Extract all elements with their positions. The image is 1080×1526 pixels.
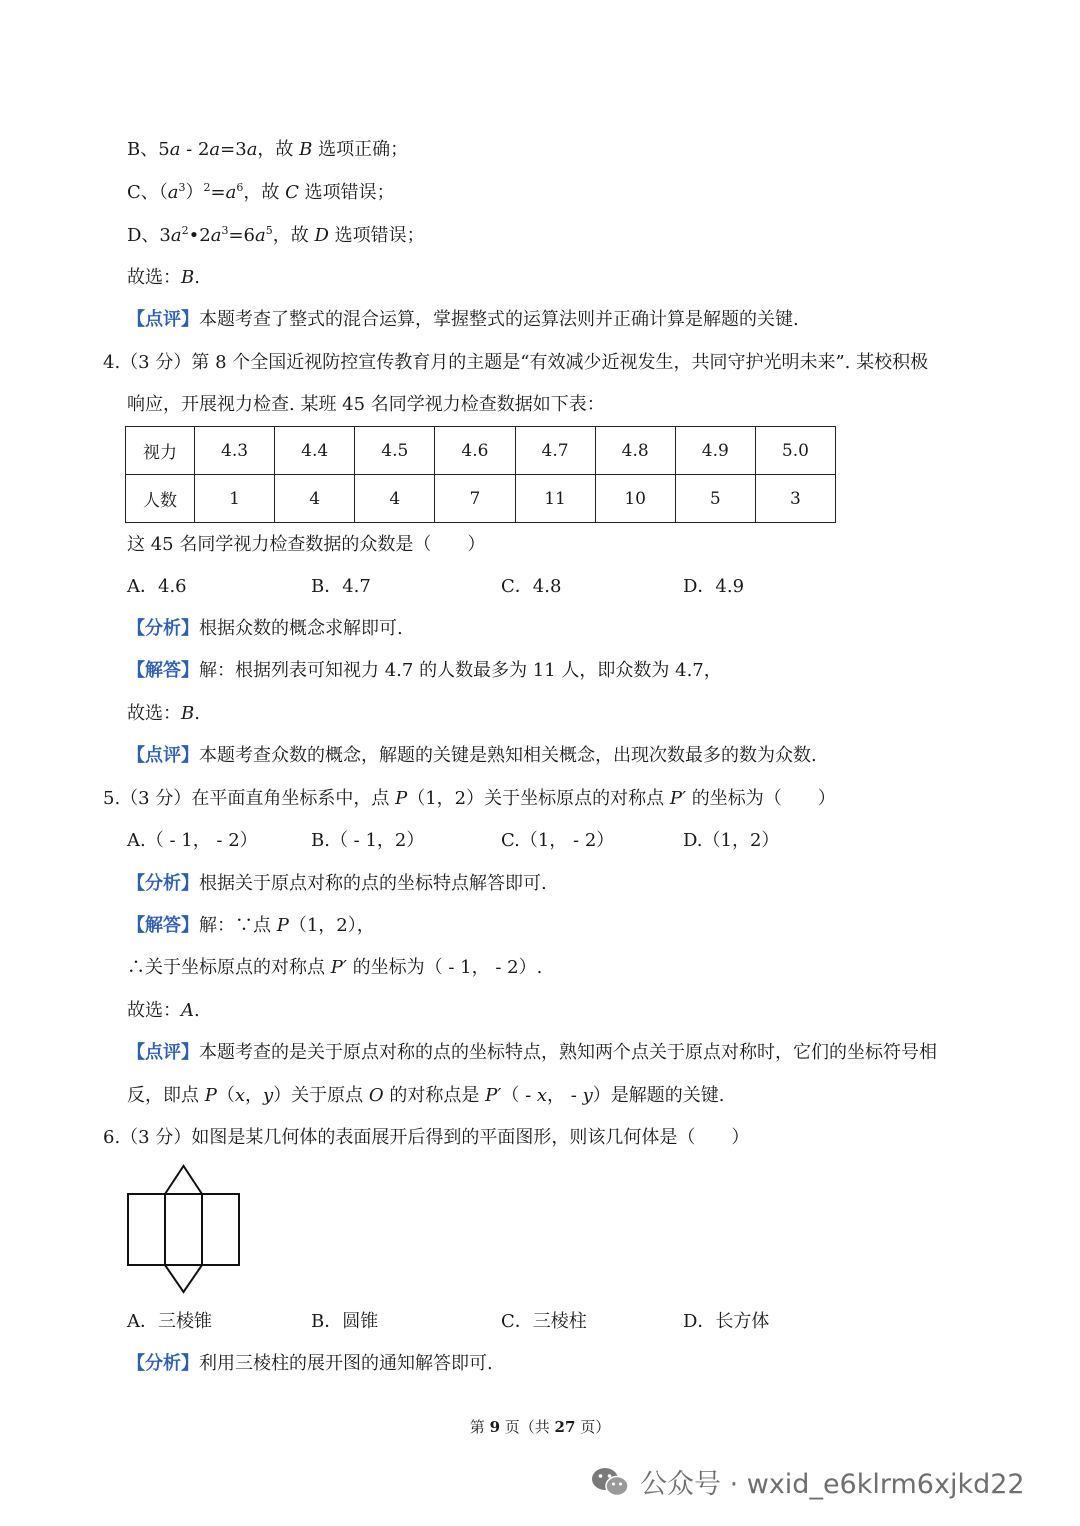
q4-solution: 【解答】解：根据列表可知视力 4.7 的人数最多为 11 人，即众数为 4.7， bbox=[127, 660, 722, 681]
table-cell: 7 bbox=[435, 475, 515, 523]
q4-stem-line1: 4.（3 分）第 8 个全国近视防控宣传教育月的主题是“有效减少近视发生，共同守护光明未来”. 某校积极 bbox=[103, 352, 929, 373]
q5-option-b[interactable]: B.（ - 1，2） bbox=[311, 830, 425, 851]
q4-option-d[interactable]: D．4.9 bbox=[683, 576, 745, 597]
q6-option-b[interactable]: B．圆锥 bbox=[311, 1311, 379, 1332]
q5-solution: 【解答】解：∵点 P（1，2）， bbox=[127, 915, 375, 936]
table-cell: 5 bbox=[675, 475, 755, 523]
table-cell: 4.4 bbox=[275, 427, 355, 475]
prev-comment: 【点评】本题考查了整式的混合运算，掌握整式的运算法则并正确计算是解题的关键. bbox=[127, 309, 799, 330]
watermark bbox=[590, 1462, 1025, 1501]
table-cell: 10 bbox=[595, 475, 675, 523]
q5-option-a[interactable]: A.（ - 1， - 2） bbox=[127, 830, 258, 851]
q6-stem: 6.（3 分）如图是某几何体的表面展开后得到的平面图形，则该几何体是（ ） bbox=[103, 1127, 750, 1148]
table-cell: 11 bbox=[515, 475, 595, 523]
net-right-face bbox=[202, 1194, 239, 1265]
q4-comment: 【点评】本题考查众数的概念，解题的关键是熟知相关概念，出现次数最多的数为众数. bbox=[127, 745, 817, 766]
wechat-icon bbox=[590, 1465, 630, 1499]
q5-comment-line2: 反，即点 P（x，y）关于原点 O 的对称点是 P′（ - x， - y）是解题的关键. bbox=[127, 1085, 725, 1106]
q4-option-a[interactable]: A．4.6 bbox=[127, 576, 187, 597]
table-cell: 4.6 bbox=[435, 427, 515, 475]
prev-answer: 故选：B. bbox=[127, 267, 200, 288]
q6-option-a[interactable]: A．三棱锥 bbox=[127, 1311, 212, 1332]
q4-option-c[interactable]: C．4.8 bbox=[501, 576, 562, 597]
table-row bbox=[126, 427, 836, 475]
net-middle-face bbox=[165, 1194, 202, 1265]
prism-net-figure bbox=[125, 1163, 243, 1295]
watermark-text: 公众号 · wxid_e6klrm6xjkd22 bbox=[640, 1469, 1025, 1500]
q6-option-d[interactable]: D．长方体 bbox=[683, 1311, 770, 1332]
option-b-explanation: B、5a - 2a=3a，故 B 选项正确； bbox=[127, 139, 409, 160]
q5-therefore: ∴关于坐标原点的对称点 P′ 的坐标为（ - 1， - 2）. bbox=[127, 957, 543, 978]
net-top-triangle bbox=[165, 1166, 202, 1194]
table-row bbox=[126, 475, 836, 523]
table-cell: 1 bbox=[195, 475, 275, 523]
q5-comment-line1: 【点评】本题考查的是关于原点对称的点的坐标特点，熟知两个点关于原点对称时，它们的坐标符号相 bbox=[127, 1042, 937, 1063]
option-c-explanation: C、$(a^3)^2=a^6$，故 C 选项错误； bbox=[127, 181, 395, 203]
option-d-explanation: D、$3a^2•2a^3=6a^5$，故 D 选项错误； bbox=[127, 224, 425, 246]
table-cell: 4.9 bbox=[675, 427, 755, 475]
q5-stem: 5.（3 分）在平面直角坐标系中，点 P（1，2）关于坐标原点的对称点 P′ 的坐标为（ ） bbox=[103, 788, 836, 809]
table-cell: 4 bbox=[275, 475, 355, 523]
table-cell: 4.8 bbox=[595, 427, 675, 475]
q4-analysis: 【分析】根据众数的概念求解即可. bbox=[127, 618, 403, 639]
q4-question: 这 45 名同学视力检查数据的众数是（ ） bbox=[127, 534, 486, 555]
net-bottom-triangle bbox=[165, 1265, 202, 1292]
page-footer: 第 9 页（共 27 页） bbox=[469, 1418, 611, 1436]
q6-option-c[interactable]: C．三棱柱 bbox=[501, 1311, 587, 1332]
q5-option-d[interactable]: D.（1，2） bbox=[683, 830, 780, 851]
q5-analysis: 【分析】根据关于原点对称的点的坐标特点解答即可. bbox=[127, 873, 547, 894]
table-cell: 视力 bbox=[126, 427, 195, 475]
net-left-face bbox=[128, 1194, 165, 1265]
table-cell: 人数 bbox=[126, 475, 195, 523]
table-cell: 3 bbox=[755, 475, 835, 523]
table-cell: 4.3 bbox=[195, 427, 275, 475]
q4-answer: 故选：B. bbox=[127, 703, 200, 724]
table-cell: 4.7 bbox=[515, 427, 595, 475]
table-cell: 4 bbox=[355, 475, 435, 523]
vision-data-table bbox=[125, 426, 836, 523]
q5-answer: 故选：A. bbox=[127, 1000, 200, 1021]
table-cell: 4.5 bbox=[355, 427, 435, 475]
q6-analysis: 【分析】利用三棱柱的展开图的通知解答即可. bbox=[127, 1353, 493, 1374]
q5-option-c[interactable]: C.（1， - 2） bbox=[501, 830, 615, 851]
q4-stem-line2: 响应，开展视力检查. 某班 45 名同学视力检查数据如下表： bbox=[127, 394, 605, 415]
table-cell: 5.0 bbox=[755, 427, 835, 475]
q4-option-b[interactable]: B．4.7 bbox=[311, 576, 371, 597]
